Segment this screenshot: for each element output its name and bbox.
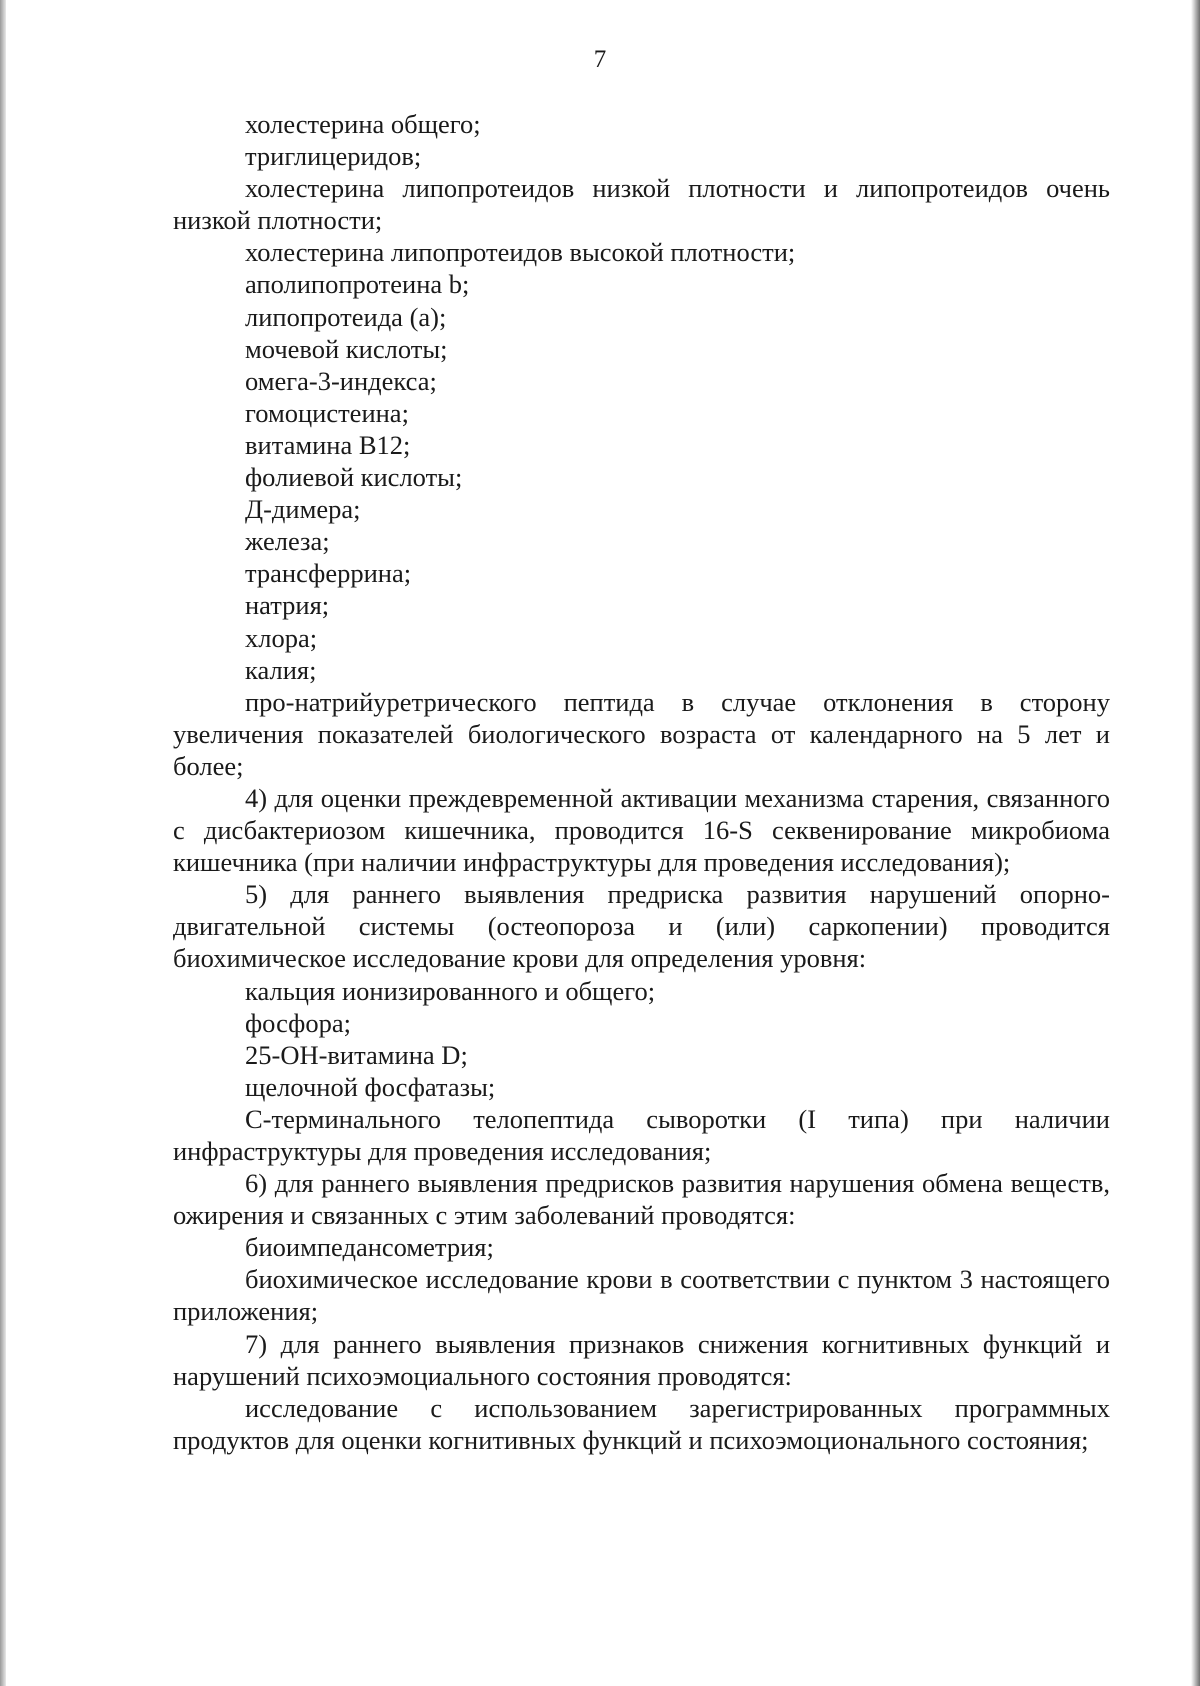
list-item: фосфора;	[245, 1007, 351, 1038]
paragraph: про-натрийуретрического пептида в случае отклонения в сторону увеличения показателей биологического возраста от календарного на 5 лет и более;	[173, 686, 1110, 781]
list-item: 25-ОН-витамина D;	[245, 1039, 468, 1070]
list-item: кальция ионизированного и общего;	[245, 975, 656, 1006]
paragraph: С-терминального телопептида сыворотки (I типа) при наличии инфраструктуры для проведения исследования;	[173, 1103, 1110, 1166]
list-item: натрия;	[245, 590, 330, 621]
paragraph: холестерина липопротеидов низкой плотности и липопротеидов очень низкой плотности;	[173, 173, 1110, 236]
document-body	[173, 108, 1110, 1456]
list-item: щелочной фосфатазы;	[245, 1071, 496, 1102]
list-item: холестерина общего;	[245, 109, 481, 139]
list-item: мочевой кислоты;	[245, 333, 448, 364]
list-item: хлора;	[245, 622, 318, 653]
list-item: трансферрина;	[245, 558, 412, 589]
list-item: омега-3-индекса;	[245, 365, 437, 396]
list-item: калия;	[245, 654, 317, 685]
list-item: витамина В12;	[245, 429, 411, 460]
list-item: железа;	[245, 526, 330, 557]
list-item: липопротеида (а);	[245, 301, 447, 332]
list-item: аполипопротеина b;	[245, 269, 470, 300]
list-item: гомоцистеина;	[245, 397, 409, 428]
paragraph: биохимическое исследование крови в соответствии с пунктом 3 настоящего приложения;	[173, 1264, 1110, 1327]
list-item: холестерина липопротеидов высокой плотности;	[245, 237, 796, 268]
paragraph: 6) для раннего выявления предрисков развития нарушения обмена веществ, ожирения и связанных с этим заболеваний проводятся:	[173, 1168, 1110, 1231]
list-item: фолиевой кислоты;	[245, 462, 463, 493]
paragraph: исследование с использованием зарегистрированных программных продуктов для оценки когнитивных функций и психоэмоционального состояния;	[173, 1392, 1110, 1455]
page-number: 7	[593, 46, 607, 73]
paragraph: 7) для раннего выявления признаков снижения когнитивных функций и нарушений психоэмоциального состояния проводятся:	[173, 1328, 1110, 1391]
paragraph: 5) для раннего выявления предриска развития нарушений опорно-двигательной системы (остеопороза и (или) саркопении) проводится биохимическое исследование крови для определения уровня:	[173, 879, 1110, 974]
list-item: биоимпедансометрия;	[245, 1232, 494, 1263]
scan-edge-right	[1191, 0, 1200, 1686]
paragraph: 4) для оценки преждевременной активации механизма старения, связанного с дисбактериозом кишечника, проводится 16-S секвенирование микробиома кишечника (при наличии инфраструктуры для проведения исследования);	[173, 782, 1110, 878]
list-item: Д-димера;	[245, 494, 361, 525]
list-item: триглицеридов;	[245, 141, 422, 172]
scan-edge-left	[0, 0, 6, 1686]
